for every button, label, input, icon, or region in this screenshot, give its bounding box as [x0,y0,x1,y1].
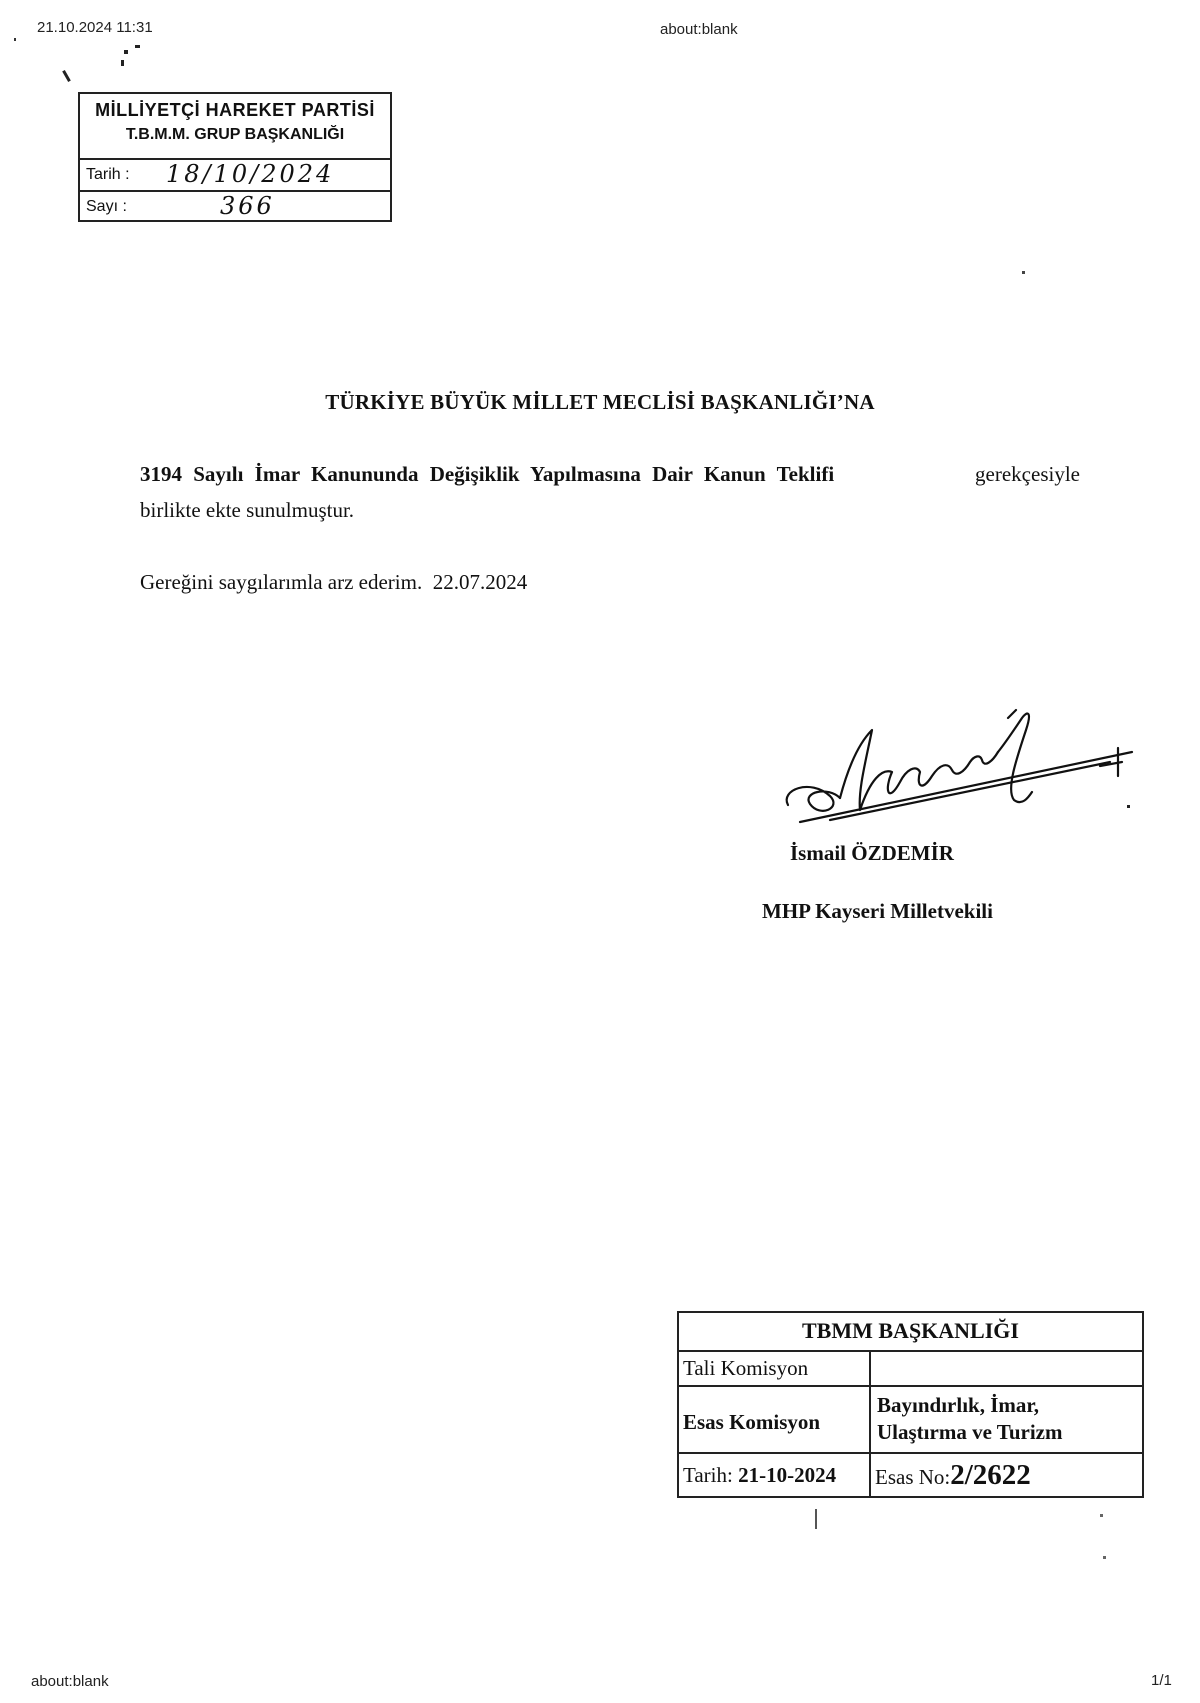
esas-no-label: Esas No: [875,1465,951,1489]
proposal-text-line1: gerekçesiyle [975,462,1080,486]
main-committee-value-line2: Ulaştırma ve Turizm [877,1420,1063,1444]
scan-speck [815,1509,817,1529]
registry-date-value: 21-10-2024 [738,1463,837,1487]
table-column-divider [869,1350,871,1496]
stamp-number-label: Sayı : [86,198,127,215]
scan-speck [1022,271,1025,274]
signatory-name: İsmail ÖZDEMİR [790,841,954,865]
scan-speck [135,45,140,48]
sub-committee-label: Tali Komisyon [683,1356,809,1380]
proposal-title: 3194 Sayılı İmar Kanununda Değişiklik Yapılmasına Dair Kanun Teklifi [140,462,835,486]
scan-speck [1103,1556,1106,1559]
main-committee-value [877,1392,1062,1446]
header-url: about:blank [660,21,738,38]
signatory-title: MHP Kayseri Milletvekili [762,899,993,923]
scan-speck [124,50,128,54]
proposal-paragraph [140,456,1080,528]
registry-table [677,1311,1144,1498]
party-stamp [78,92,392,222]
scan-speck [121,60,124,66]
stamp-number-value: 366 [220,192,275,220]
footer-url: about:blank [31,1673,109,1690]
table-divider [679,1385,1142,1387]
signature-image [770,700,1140,850]
stamp-date-label: Tarih : [86,166,130,183]
esas-no [875,1459,1031,1492]
proposal-text-line2: birlikte ekte sunulmuştur. [140,498,355,522]
closing-paragraph [140,564,1080,600]
registry-date [683,1463,836,1488]
scan-speck [1100,1514,1103,1517]
esas-no-value: 2/2622 [950,1459,1031,1491]
scan-speck [62,70,71,82]
addressee-heading: TÜRKİYE BÜYÜK MİLLET MECLİSİ BAŞKANLIĞI’NA [325,390,875,414]
registry-date-label: Tarih: [683,1463,733,1487]
table-divider [679,1452,1142,1454]
stamp-party-name: MİLLİYETÇİ HAREKET PARTİSİ [95,100,375,120]
page-counter: 1/1 [1151,1672,1172,1689]
registry-header: TBMM BAŞKANLIĞI [802,1318,1019,1343]
scan-speck [14,38,16,41]
main-committee-value-line1: Bayındırlık, İmar, [877,1393,1040,1417]
table-divider [679,1350,1142,1352]
stamp-date-value: 18/10/2024 [166,160,335,188]
main-committee-label: Esas Komisyon [683,1410,821,1434]
scan-speck [1127,805,1130,808]
stamp-group-office: T.B.M.M. GRUP BAŞKANLIĞI [125,126,345,143]
print-timestamp: 21.10.2024 11:31 [37,19,153,36]
closing-date: 22.07.2024 [432,570,528,594]
closing-text: Gereğini saygılarımla arz ederim. [140,570,423,594]
